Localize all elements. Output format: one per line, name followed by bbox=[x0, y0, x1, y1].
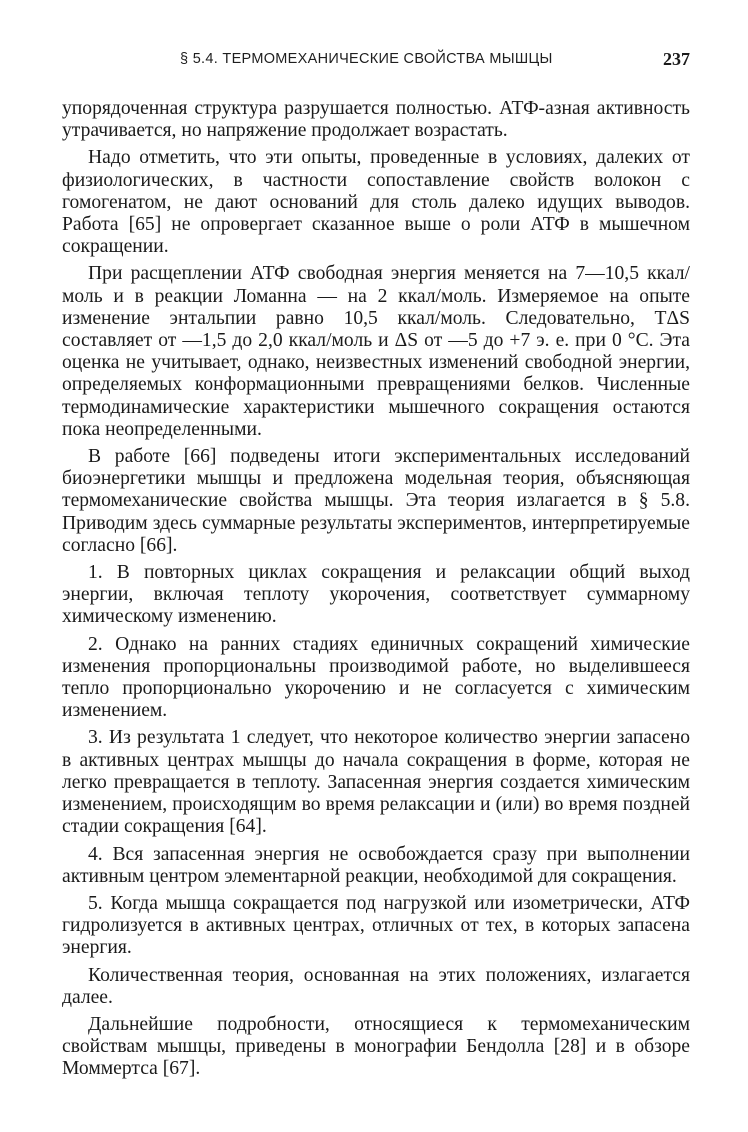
paragraph-continuation: упорядоченная структура разрушается полностью. АТФ-азная активность утрачивается, но напряжение продолжает возрастать. bbox=[62, 98, 690, 142]
paragraph: Надо отметить, что эти опыты, проведенные в условиях, далеких от физиологических, в частности сопоставление свойств волокон с гомогенатом, не дают оснований для столь далеко идущих выводов. Работа [65] не опровергает сказанное выше о роли АТФ в мышечном сокращении. bbox=[62, 147, 690, 258]
page-body bbox=[62, 98, 690, 1086]
section-title: § 5.4. ТЕРМОМЕХАНИЧЕСКИЕ СВОЙСТВА МЫШЦЫ bbox=[180, 51, 553, 67]
paragraph: В работе [66] подведены итоги экспериментальных исследований биоэнергетики мышцы и предложена модельная теория, объясняющая термомеханические свойства мышцы. Эта теория излагается в § 5.8. Приводим здесь суммарные результаты экспериментов, интерпретируемые согласно [66]. bbox=[62, 446, 690, 556]
list-item: 1. В повторных циклах сокращения и релаксации общий выход энергии, включая теплоту укорочения, соответствует суммарному химическому изменению. bbox=[62, 562, 690, 628]
running-header bbox=[62, 44, 690, 74]
page-number: 237 bbox=[663, 49, 690, 69]
list-item: 3. Из результата 1 следует, что некоторое количество энергии запасено в активных центрах мышцы до начала сокращения в форме, которая не легко превращается в теплоту. Запасенная энергия создается химическим изменением, происходящим во время релаксации и (или) во время поздней стадии сокращения [64]. bbox=[62, 727, 690, 838]
paragraph: Дальнейшие подробности, относящиеся к термомеханическим свойствам мышцы, приведены в монографии Бендолла [28] и в обзоре Моммертса [67]. bbox=[62, 1013, 690, 1080]
list-item: 4. Вся запасенная энергия не освобождается сразу при выполнении активным центром элементарной реакции, необходимой для сокращения. bbox=[62, 843, 690, 887]
paragraph: При расщеплении АТФ свободная энергия меняется на 7—10,5 ккал/моль и в реакции Ломанна — на 2 ккал/моль. Измеряемое на опыте изменение энтальпии равно 10,5 ккал/моль. Следовательно, TΔS составляет от —1,5 до 2,0 ккал/моль и ΔS от —5 до +7 э. е. при 0 °С. Эта оценка не учитывает, однако, неизвестных изменений свободной энергии, определяемых конформационными превращениями белков. Численные термодинамические характеристики мышечного сокращения остаются пока неопределенными. bbox=[62, 263, 690, 440]
list-item: 5. Когда мышца сокращается под нагрузкой или изометрически, АТФ гидролизуется в активных центрах, отличных от тех, в которых запасена энергия. bbox=[62, 892, 690, 959]
paragraph: Количественная теория, основанная на этих положениях, излагается далее. bbox=[62, 964, 690, 1008]
list-item: 2. Однако на ранних стадиях единичных сокращений химические изменения пропорциональны производимой работе, но выделившееся тепло пропорционально укорочению и не согласуется с химическим изменением. bbox=[62, 633, 690, 722]
